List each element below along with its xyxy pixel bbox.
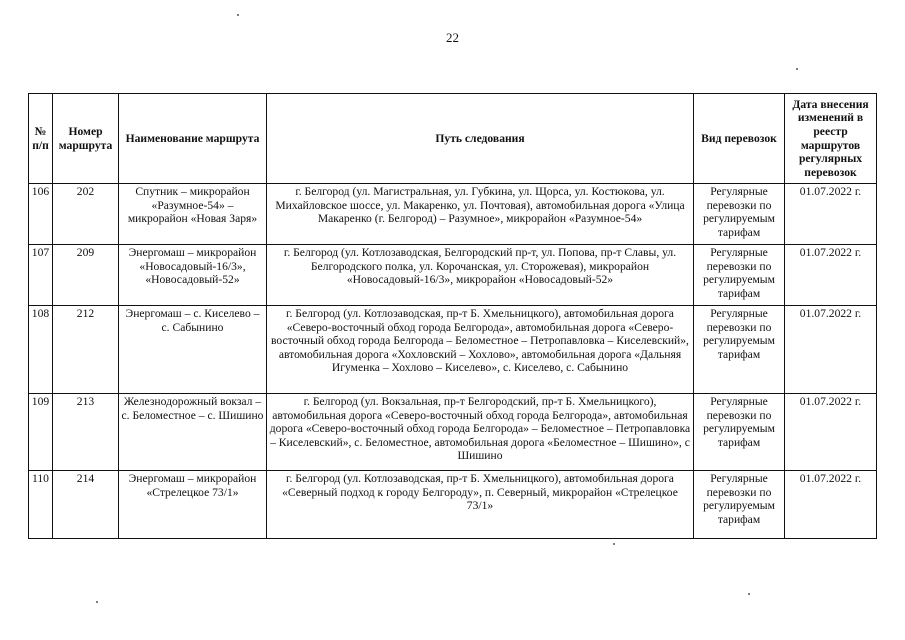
header-route-number: Номер маршрута [53,94,119,184]
cell-route-name: Энергомаш – микрорайон «Новосадовый-16/3», «Новосадовый-52» [119,245,267,306]
scan-speck [96,601,98,603]
header-date: Дата внесения изменений в реестр маршрутов регулярных перевозок [785,94,877,184]
cell-route-number: 209 [53,245,119,306]
cell-num: 106 [29,184,53,245]
cell-date: 01.07.2022 г. [785,184,877,245]
header-path: Путь следования [267,94,694,184]
table-row [29,394,877,471]
cell-num: 110 [29,471,53,539]
routes-table [28,93,877,539]
scan-speck [237,14,239,16]
cell-num: 107 [29,245,53,306]
cell-transport-type: Регулярные перевозки по регулируемым тарифам [694,184,785,245]
scan-speck [748,593,750,595]
cell-date: 01.07.2022 г. [785,245,877,306]
header-num: № п/п [29,94,53,184]
cell-route-name: Энергомаш – микрорайон «Стрелецкое 73/1» [119,471,267,539]
cell-route-name: Спутник – микрорайон «Разумное-54» – микрорайон «Новая Заря» [119,184,267,245]
cell-route-name: Железнодорожный вокзал – с. Беломестное – с. Шишино [119,394,267,471]
table-header-row [29,94,877,184]
table-row [29,184,877,245]
cell-path: г. Белгород (ул. Котлозаводская, пр-т Б. Хмельницкого), автомобильная дорога «Северный подход к городу Белгороду», п. Северный, микрорайон «Стрелецкое 73/1» [267,471,694,539]
cell-num: 108 [29,306,53,394]
scan-speck [613,543,615,545]
cell-route-number: 202 [53,184,119,245]
table-row [29,471,877,539]
cell-transport-type: Регулярные перевозки по регулируемым тарифам [694,394,785,471]
page-number: 22 [446,30,459,45]
cell-route-number: 212 [53,306,119,394]
scan-speck [796,68,798,70]
cell-transport-type: Регулярные перевозки по регулируемым тарифам [694,245,785,306]
table-row [29,245,877,306]
cell-path: г. Белгород (ул. Котлозаводская, пр-т Б. Хмельницкого), автомобильная дорога «Северо-восточный обход города Белгорода», автомобильная дорога «Северо-восточный обход города Белгорода – Беломестное – Петропавловка – Киселевский», автомобильная дорога «Хохловский – Хохлово», автомобильная дорога «Дальняя Игуменка – Хохлово – Киселево», с. Киселево, с. Сабынино [267,306,694,394]
cell-num: 109 [29,394,53,471]
cell-path: г. Белгород (ул. Котлозаводская, Белгородский пр-т, ул. Попова, пр-т Славы, ул. Белгородского полка, ул. Корочанская, ул. Сторожевая), микрорайон «Новосадовый-16/3», микрорайон «Новосадовый-52» [267,245,694,306]
cell-path: г. Белгород (ул. Вокзальная, пр-т Белгородский, пр-т Б. Хмельницкого), автомобильная дорога «Северо-восточный обход города Белгорода», автомобильная дорога «Северо-восточный обход города Белгорода» – Беломестное – Петропавловка – Киселевский», с. Беломестное, автомобильная дорога «Беломестное – Шишино», с Шишино [267,394,694,471]
cell-path: г. Белгород (ул. Магистральная, ул. Губкина, ул. Щорса, ул. Костюкова, ул. Михайловское шоссе, ул. Макаренко, ул. Почтовая), автомобильная дорога «Улица Макаренко (г. Белгород) – Разумное», микрорайон «Разумное-54» [267,184,694,245]
cell-route-number: 213 [53,394,119,471]
table-row [29,306,877,394]
cell-route-name: Энергомаш – с. Киселево – с. Сабынино [119,306,267,394]
header-transport-type: Вид перевозок [694,94,785,184]
header-route-name: Наименование маршрута [119,94,267,184]
cell-date: 01.07.2022 г. [785,306,877,394]
cell-date: 01.07.2022 г. [785,394,877,471]
cell-route-number: 214 [53,471,119,539]
cell-transport-type: Регулярные перевозки по регулируемым тарифам [694,306,785,394]
cell-date: 01.07.2022 г. [785,471,877,539]
cell-transport-type: Регулярные перевозки по регулируемым тарифам [694,471,785,539]
